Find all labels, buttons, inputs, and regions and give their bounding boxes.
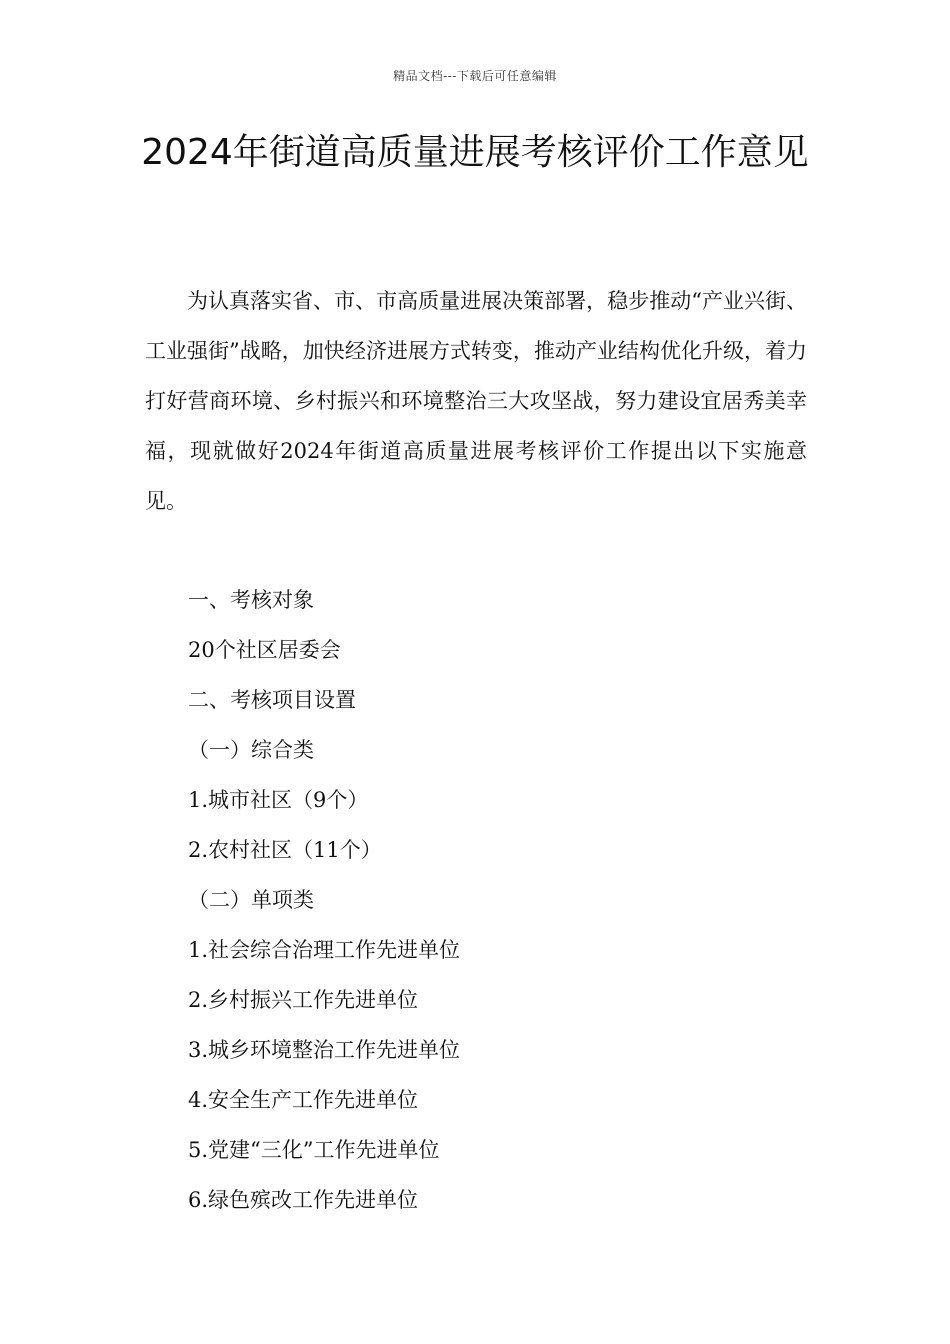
list-item: 4.安全生产工作先进单位 xyxy=(188,1088,419,1112)
list-item: 1.城市社区（9个） xyxy=(188,788,369,812)
list-item: 3.城乡环境整治工作先进单位 xyxy=(188,1038,461,1062)
document-title: 2024年街道高质量进展考核评价工作意见 xyxy=(141,132,809,173)
intro-paragraph: 为认真落实省、市、市高质量进展决策部署，稳步推动“产业兴街、工业强街”战略，加快经济进展方式转变，推动产业结构优化升级，着力打好营商环境、乡村振兴和环境整治三大攻坚战，努力建设宜居秀美幸福，现就做好2024年街道高质量进展考核评价工作提出以下实施意见。 xyxy=(145,289,807,513)
list-item: 1.社会综合治理工作先进单位 xyxy=(188,938,461,962)
subsection-heading-single-item: （二）单项类 xyxy=(188,888,314,912)
list-item: 6.绿色殡改工作先进单位 xyxy=(188,1188,419,1212)
outline-list xyxy=(188,575,808,1225)
subsection-heading-comprehensive: （一）综合类 xyxy=(188,738,314,762)
section-heading-assessment-target: 一、考核对象 xyxy=(188,588,314,612)
header-note: 精品文档---下载后可任意编辑 xyxy=(393,69,557,83)
list-item: 20个社区居委会 xyxy=(188,638,341,662)
section-heading-project-setup: 二、考核项目设置 xyxy=(188,688,356,712)
list-item: 5.党建“三化”工作先进单位 xyxy=(188,1138,440,1162)
list-item: 2.乡村振兴工作先进单位 xyxy=(188,988,419,1012)
list-item: 2.农村社区（11个） xyxy=(188,838,382,862)
